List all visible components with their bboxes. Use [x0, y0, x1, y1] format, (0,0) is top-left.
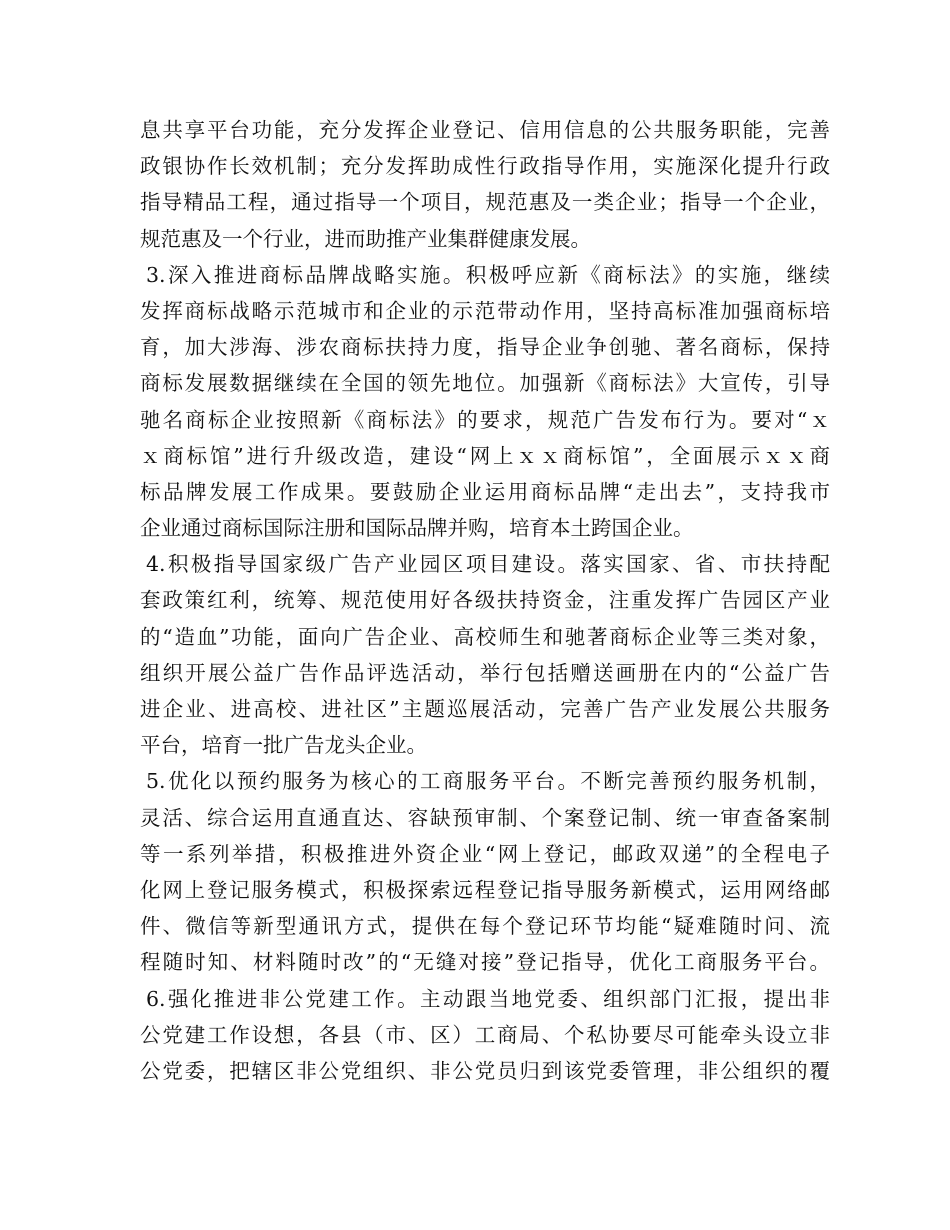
text-line: ｘ商标馆”进行升级改造，建设“网上ｘｘ商标馆”，全面展示ｘｘ商	[140, 443, 830, 468]
paragraph-start-line: 5.优化以预约服务为核心的工商服务平台。不断完善预约服务机制，	[146, 769, 830, 794]
paragraph-start-line: 4.积极指导国家级广告产业园区项目建设。落实国家、省、市扶持配	[146, 552, 830, 577]
text-line: 公党建工作设想，各县（市、区）工商局、个私协要尽可能牵头设立非	[140, 1022, 830, 1047]
text-line: 息共享平台功能，充分发挥企业登记、信用信息的公共服务职能，完善	[140, 118, 830, 142]
text-line: 进企业、进高校、进社区”主题巡展活动，完善广告产业发展公共服务	[140, 697, 830, 721]
text-line: 商标发展数据继续在全国的领先地位。加强新《商标法》大宣传，引导	[140, 371, 830, 396]
text-line: 组织开展公益广告作品评选活动，举行包括赠送画册在内的“公益广告	[140, 660, 830, 685]
text-line: 平台，培育一批广告龙头企业。	[140, 733, 427, 758]
text-line: 套政策红利，统筹、规范使用好各级扶持资金，注重发挥广告园区产业	[140, 588, 830, 613]
text-line: 件、微信等新型通讯方式，提供在每个登记环节均能“疑难随时问、流	[140, 914, 830, 939]
text-line: 公党委，把辖区非公党组织、非公党员归到该党委管理，非公组织的覆	[140, 1058, 830, 1083]
text-line: 的“造血”功能，面向广告企业、高校师生和驰著商标企业等三类对象，	[140, 624, 830, 649]
text-line: 企业通过商标国际注册和国际品牌并购，培育本土跨国企业。	[140, 516, 694, 541]
paragraph-start-line: 3.深入推进商标品牌战略实施。积极呼应新《商标法》的实施，继续	[146, 262, 830, 287]
paragraph-start-line: 6.强化推进非公党建工作。主动跟当地党委、组织部门汇报，提出非	[146, 986, 830, 1011]
text-line: 程随时知、材料随时改”的“无缝对接”登记指导，优化工商服务平台。	[140, 950, 830, 975]
text-line: 育，加大涉海、涉农商标扶持力度，指导企业争创驰、著名商标，保持	[140, 335, 830, 360]
text-line: 等一系列举措，积极推进外资企业“网上登记，邮政双递”的全程电子	[140, 841, 830, 866]
text-line: 化网上登记服务模式，积极探索远程登记指导服务新模式，运用网络邮	[140, 877, 830, 902]
document-body	[140, 112, 830, 1089]
text-line: 驰名商标企业按照新《商标法》的要求，规范广告发布行为。要对“ｘ	[140, 407, 830, 432]
text-line: 规范惠及一个行业，进而助推产业集群健康发展。	[140, 226, 591, 251]
text-line: 政银协作长效机制；充分发挥助成性行政指导作用，实施深化提升行政	[140, 154, 830, 179]
text-line: 灵活、综合运用直通直达、容缺预审制、个案登记制、统一审查备案制	[140, 805, 830, 830]
text-line: 标品牌发展工作成果。要鼓励企业运用商标品牌“走出去”，支持我市	[140, 479, 830, 504]
text-line: 指导精品工程，通过指导一个项目，规范惠及一类企业；指导一个企业，	[140, 190, 830, 215]
text-line: 发挥商标战略示范城市和企业的示范带动作用，坚持高标准加强商标培	[140, 298, 830, 323]
